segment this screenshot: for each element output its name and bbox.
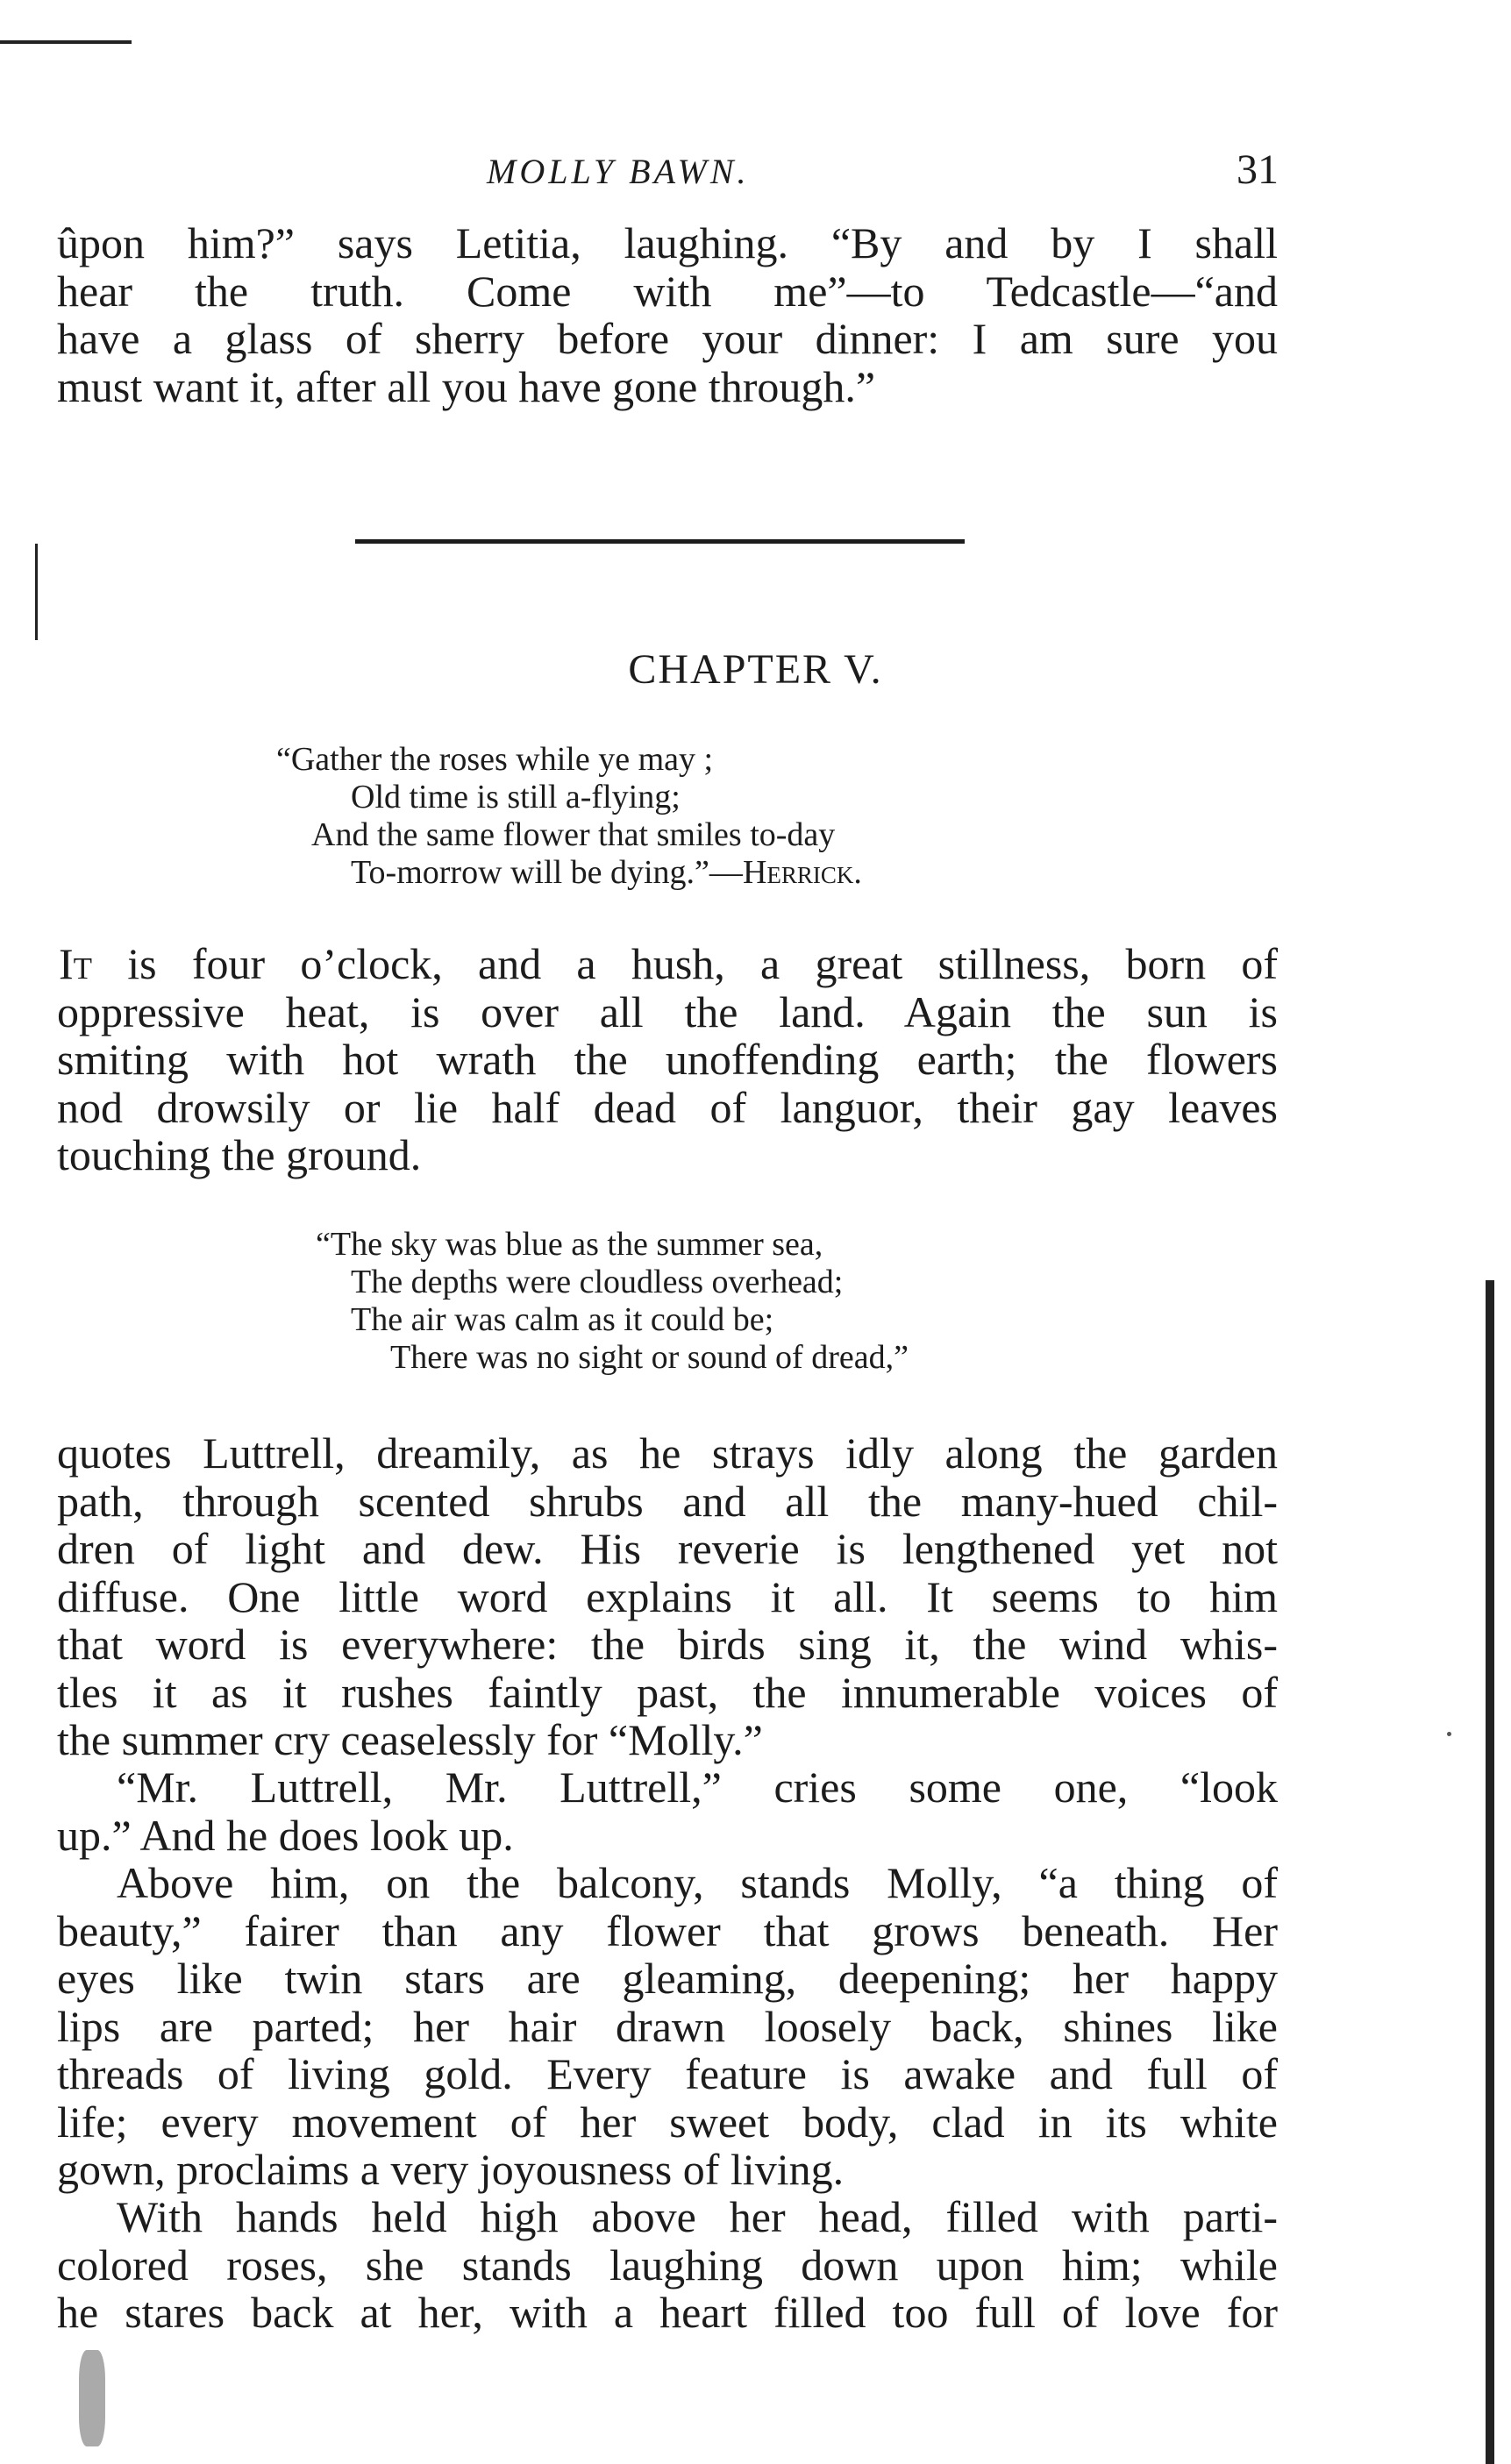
- section-divider: [355, 539, 965, 544]
- text-line: smiting with hot wrath the unoffending earth; the flowers: [57, 1035, 1278, 1084]
- paragraph-opening-word: It: [59, 939, 93, 988]
- text-line: “Mr. Luttrell, Mr. Luttrell,” cries some one, “look: [117, 1763, 1278, 1812]
- text-line: touching the ground.: [57, 1130, 422, 1179]
- running-title: MOLLY BAWN.: [487, 152, 750, 191]
- epigraph-line: To-morrow will be dying.”—: [351, 854, 743, 891]
- page-header: [0, 146, 1511, 203]
- epigraph: [276, 741, 862, 892]
- epigraph-line: Old time is still a-flying;: [351, 779, 681, 815]
- verse-line: The depths were cloudless overhead;: [351, 1264, 844, 1300]
- quoted-verse: [316, 1226, 909, 1377]
- text-line: With hands held high above her head, filled with parti-: [117, 2192, 1278, 2241]
- text-line: hear the truth. Come with me”—to Tedcastle—“and: [57, 266, 1278, 316]
- paragraph-four: [57, 1859, 1278, 2194]
- verse-line: The air was calm as it could be;: [351, 1301, 774, 1338]
- page-number: 31: [1237, 146, 1279, 193]
- opening-paragraph: [57, 219, 1278, 410]
- text-line: Above him, on the balcony, stands Molly, “a thing of: [117, 1858, 1278, 1907]
- scan-margin-mark: [35, 544, 38, 640]
- text-line: dren of light and dew. His reverie is lengthened yet not: [57, 1524, 1278, 1573]
- text-line: quotes Luttrell, dreamily, as he strays idly along the garden: [57, 1428, 1278, 1478]
- text-line: have a glass of sherry before your dinner: I am sure you: [57, 314, 1278, 363]
- text-line: path, through scented shrubs and all the many-hued chil-: [57, 1476, 1278, 1526]
- text-line: must want it, after all you have gone through.”: [57, 361, 876, 411]
- text-line: he stares back at her, with a heart filled too full of love for: [57, 2288, 1278, 2337]
- text-line: ûpon him?” says Letitia, laughing. “By and by I shall: [57, 218, 1278, 267]
- paragraph-three: [57, 1763, 1278, 1859]
- scan-edge-mark: [0, 40, 132, 44]
- text-fragment: is four o’clock, and a hush, a great stillness, born of: [92, 939, 1278, 988]
- text-line: the summer cry ceaselessly for “Molly.”: [57, 1715, 763, 1764]
- text-line: lips are parted; her hair drawn loosely back, shines like: [57, 2001, 1278, 2051]
- text-line: up.” And he does look up.: [57, 1810, 514, 1860]
- epigraph-author: Herrick.: [742, 854, 862, 891]
- verse-line: “The sky was blue as the summer sea,: [316, 1226, 823, 1263]
- scan-speck: [79, 2350, 105, 2446]
- text-line: diffuse. One little word explains it all. It seems to him: [57, 1571, 1278, 1621]
- text-line: that word is everywhere: the birds sing it, the wind whis-: [57, 1620, 1278, 1669]
- text-line: colored roses, she stands laughing down upon him; while: [57, 2240, 1278, 2290]
- verse-line: There was no sight or sound of dread,”: [390, 1339, 909, 1376]
- text-line: eyes like twin stars are gleaming, deepening; her happy: [57, 1954, 1278, 2003]
- text-line: gown, proclaims a very joyousness of living.: [57, 2145, 845, 2194]
- text-line: nod drowsily or lie half dead of languor, their gay leaves: [57, 1082, 1278, 1132]
- text-line: life; every movement of her sweet body, clad in its white: [57, 2097, 1278, 2147]
- scan-speck: [1447, 1732, 1451, 1736]
- paragraph-five: [57, 2193, 1278, 2337]
- text-line: [57, 940, 1278, 988]
- text-line: beauty,” fairer than any flower that grows beneath. Her: [57, 1905, 1278, 1955]
- text-line: oppressive heat, is over all the land. Again the sun is: [57, 986, 1278, 1036]
- chapter-heading: CHAPTER V.: [628, 646, 883, 693]
- paragraph-two: [57, 1429, 1278, 1764]
- scan-right-edge: [1486, 1280, 1494, 2464]
- epigraph-line: “Gather the roses while ye may ;: [276, 741, 714, 778]
- epigraph-line: And the same flower that smiles to-day: [311, 816, 836, 853]
- epigraph-line-with-author: [276, 854, 862, 892]
- paragraph-one: [57, 940, 1278, 1179]
- text-line: threads of living gold. Every feature is awake and full of: [57, 2049, 1278, 2098]
- text-line: tles it as it rushes faintly past, the innumerable voices of: [57, 1667, 1278, 1717]
